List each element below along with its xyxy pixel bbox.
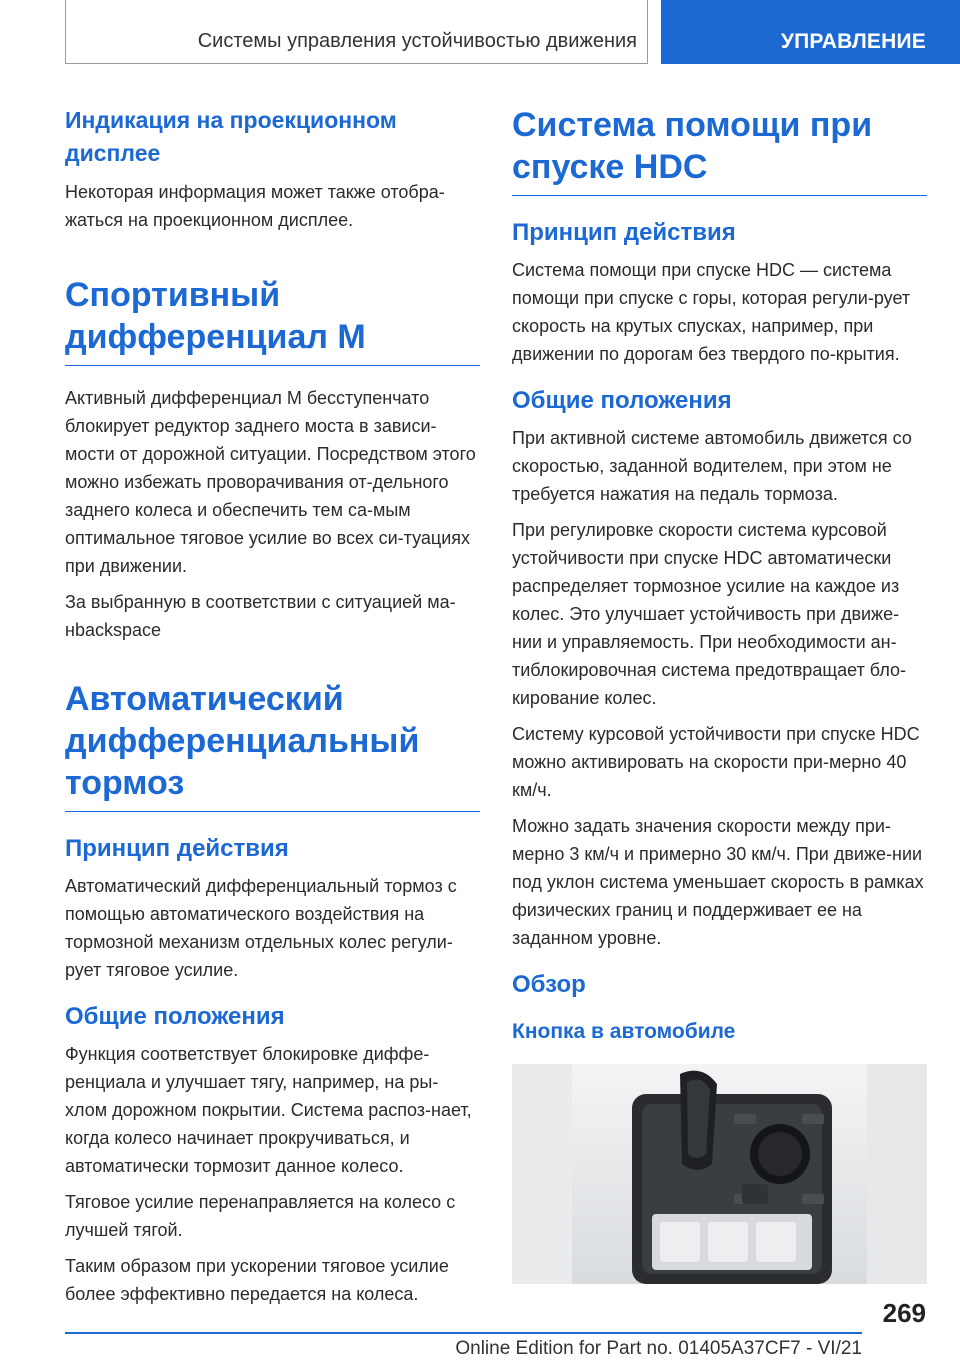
left-column [65, 104, 480, 1308]
header-frame [65, 0, 648, 64]
adb-principle-text: Автоматический дифференциальный тормоз с помощью автоматического воздействия на тормозной механизм отдельных колес регули-рует тяговое усилие. [65, 876, 457, 980]
hdc-principle-text: Система помощи при спуске HDC — система помощи при спуске с горы, которая регули-рует скорость на крутых спусках, например, при движении по дорогам без твердого по-крытия. [512, 260, 911, 364]
hdc-general-heading: Общие положения [512, 387, 732, 414]
hud-text: Некоторая информация может также отобра-жаться на проекционном дисплее. [65, 182, 445, 230]
button-in-car-heading: Кнопка в автомобиле [512, 1020, 736, 1043]
center-console-illustration [512, 1064, 927, 1284]
adb-general-paragraph-2: Тяговое усилие перенаправляется на колесо с лучшей тягой. [65, 1192, 456, 1240]
adb-principle-heading: Принцип действия [65, 835, 289, 862]
section-title: Системы управления устойчивостью движения [197, 30, 637, 52]
overview-heading: Обзор [512, 971, 586, 998]
hdc-general-paragraph-1: При активной системе автомобиль движется со скоростью, заданной водителем, при этом не требуется нажатия на педаль тормоза. [512, 428, 912, 504]
hdc-heading: Система помощи при спуске HDC [512, 104, 927, 196]
center-console-photo [512, 1064, 927, 1284]
hdc-principle-heading: Принцип действия [512, 219, 736, 246]
msport-heading: Спортивный дифференциал M [65, 274, 480, 366]
hud-heading: Индикация на проекционном дисплее [65, 107, 397, 166]
msport-paragraph-2: За выбранную в соответствии с ситуацией ма-нbackspace [65, 592, 456, 640]
hdc-general-paragraph-3: Систему курсовой устойчивости при спуске HDC можно активировать на скорости при-мерно 40 км/ч. [512, 724, 920, 800]
hdc-general-paragraph-4: Можно задать значения скорости между при-мерно 3 км/ч и примерно 30 км/ч. При движе-нии под уклон система уменьшает скорость в рамках физических границ и поддерживает ее на заданном уровне. [512, 816, 924, 948]
chapter-tab[interactable] [661, 0, 960, 64]
chapter-tab-label: УПРАВЛЕНИЕ [780, 30, 926, 53]
adb-general-paragraph-3: Таким образом при ускорении тяговое усилие более эффективно передается на колеса. [65, 1256, 449, 1304]
adb-general-heading: Общие положения [65, 1003, 285, 1030]
edition-footer: Online Edition for Part no. 01405A37CF7 - VI/21 [455, 1338, 862, 1359]
msport-paragraph-1: Активный дифференциал M бесступенчато блокирует редуктор заднего моста в зависи-мости от дорожной ситуации. Посредством этого можно избежать проворачивания от-дельного заднего колеса и обеспечить тем са-мым оптимальное тяговое усилие во всех си-туациях при движении. [65, 388, 476, 576]
footer-rule [65, 1332, 862, 1334]
adb-heading: Автоматический дифференциальный тормоз [65, 678, 480, 812]
page-number: 269 [882, 1298, 926, 1328]
right-column [512, 104, 927, 1284]
hdc-general-paragraph-2: При регулировке скорости система курсовой устойчивости при спуске HDC автоматически распределяет тормозное усилие на каждое из колес. Это улучшает устойчивость при движе-нии и управляемость. При необходимости ан-тиблокировочная система предотвращает бло-кирование колес. [512, 520, 907, 708]
adb-general-paragraph-1: Функция соответствует блокировке диффе-ренциала и улучшает тягу, например, на ры-хлом дорожном покрытии. Система распоз-нает, когда колесо начинает прокручиваться, и автоматически тормозит данное колесо. [65, 1044, 472, 1176]
